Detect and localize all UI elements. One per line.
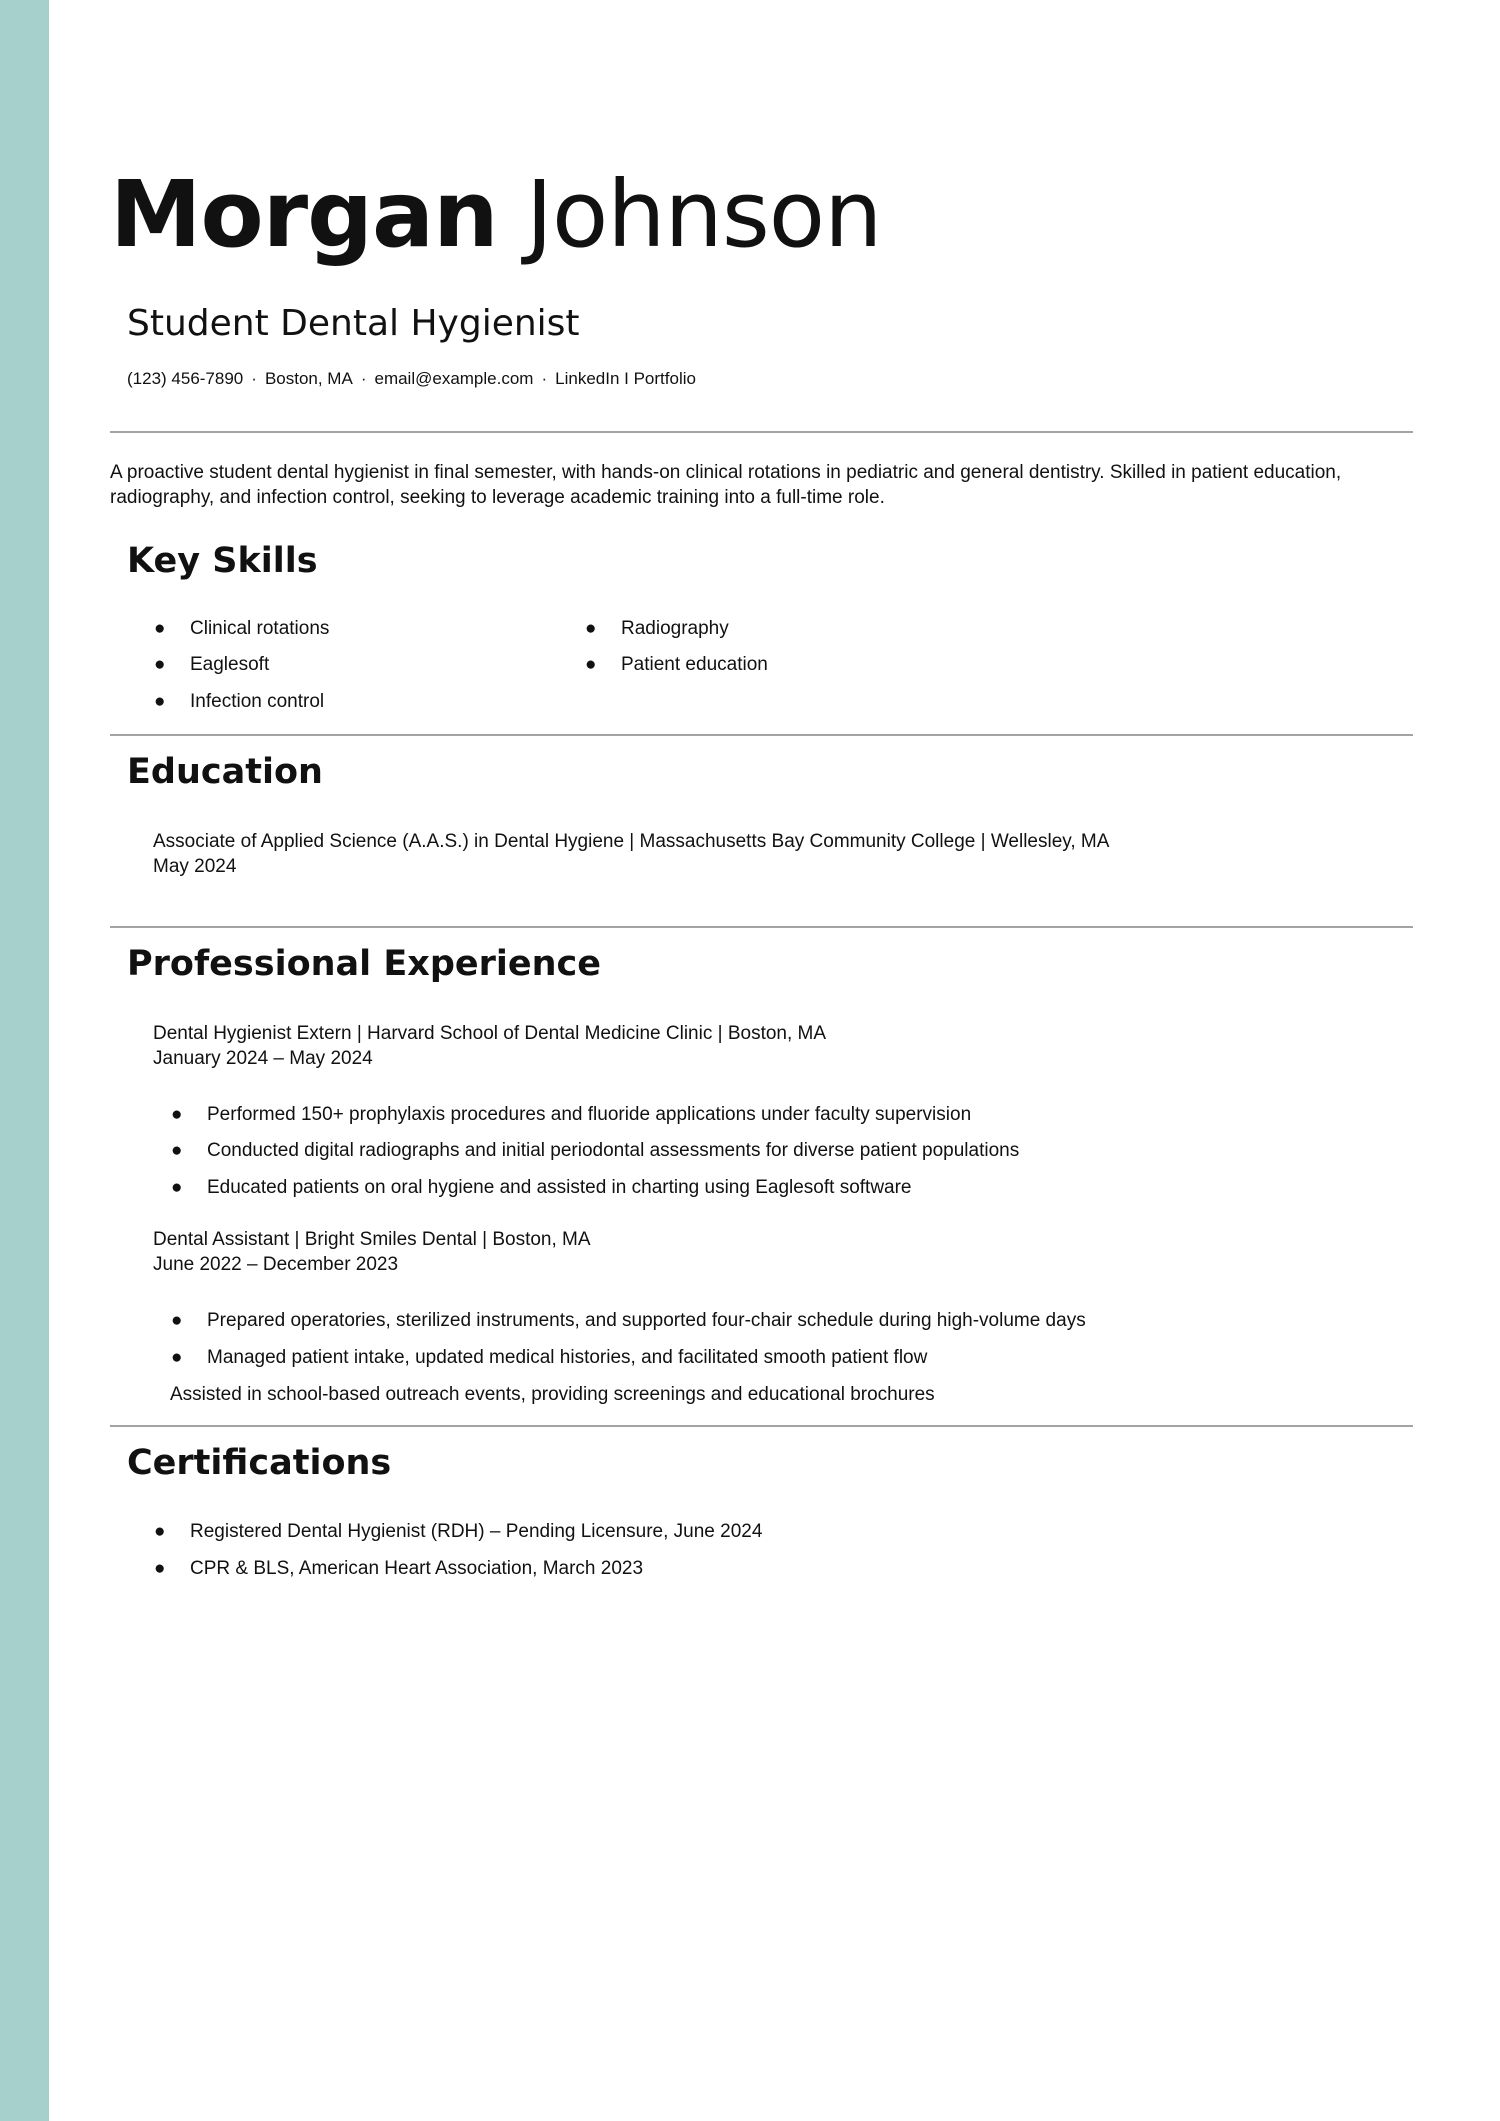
- bullet-icon: ●: [154, 1521, 166, 1542]
- bullet-icon: ●: [171, 1104, 183, 1125]
- skill-item: ● Clinical rotations: [154, 618, 330, 639]
- contact-links[interactable]: LinkedIn I Portfolio: [555, 369, 696, 388]
- job-bullet: ● Educated patients on oral hygiene and assisted in charting using Eaglesoft software: [171, 1177, 912, 1198]
- first-name: Morgan: [110, 161, 498, 268]
- summary-text: A proactive student dental hygienist in final semester, with hands-on clinical rotations in pediatric and general dentistry. Skilled in patient education, radiography, and infection control, seeking to leverage academic training into a full-time role.: [110, 462, 1342, 508]
- bullet-icon: ●: [154, 654, 166, 675]
- last-name: Johnson: [525, 161, 882, 268]
- candidate-name: [110, 160, 881, 270]
- job-title: Student Dental Hygienist: [127, 303, 580, 344]
- bullet-icon: ●: [171, 1310, 183, 1331]
- job-dates: January 2024 – May 2024: [153, 1048, 373, 1069]
- separator-dot: ·: [360, 369, 367, 388]
- divider: [110, 431, 1413, 433]
- bullet-icon: ●: [154, 1558, 166, 1579]
- bullet-icon: ●: [171, 1140, 183, 1161]
- bullet-icon: ●: [154, 618, 166, 639]
- job-dates: June 2022 – December 2023: [153, 1254, 399, 1275]
- job-bullet: ● Managed patient intake, updated medical histories, and facilitated smooth patient flow: [171, 1347, 928, 1368]
- contact-email[interactable]: email@example.com: [374, 369, 534, 388]
- certification-item: ● CPR & BLS, American Heart Association, March 2023: [154, 1558, 644, 1579]
- skill-item: ● Infection control: [154, 691, 325, 712]
- contact-phone: (123) 456-7890: [127, 369, 244, 388]
- decorative-sidebar: [0, 0, 49, 2121]
- bullet-icon: ●: [154, 691, 166, 712]
- skill-item: ● Patient education: [585, 654, 768, 675]
- skill-item: ● Radiography: [585, 618, 729, 639]
- section-title-skills: Key Skills: [127, 541, 318, 581]
- education-degree-line: Associate of Applied Science (A.A.S.) in Dental Hygiene | Massachusetts Bay Community College | Wellesley, MA: [153, 831, 1110, 852]
- bullet-icon: ●: [585, 618, 597, 639]
- bullet-icon: ●: [585, 654, 597, 675]
- contact-line: [127, 368, 696, 390]
- skill-item: ● Eaglesoft: [154, 654, 270, 675]
- bullet-icon: ●: [171, 1347, 183, 1368]
- divider: [110, 734, 1413, 736]
- education-date: May 2024: [153, 856, 237, 877]
- job-bullet: ● Conducted digital radiographs and initial periodontal assessments for diverse patient populations: [171, 1140, 1020, 1161]
- separator-dot: ·: [251, 369, 257, 388]
- job-bullet: ● Prepared operatories, sterilized instruments, and supported four-chair schedule during high-volume days: [171, 1310, 1086, 1331]
- job-extra-line: Assisted in school-based outreach events, providing screenings and educational brochures: [170, 1384, 935, 1405]
- divider: [110, 926, 1413, 928]
- separator-dot: ·: [541, 369, 548, 388]
- contact-location: Boston, MA: [264, 369, 353, 388]
- certification-item: ● Registered Dental Hygienist (RDH) – Pending Licensure, June 2024: [154, 1521, 763, 1542]
- section-title-experience: Professional Experience: [127, 944, 602, 984]
- job-heading: Dental Assistant | Bright Smiles Dental | Boston, MA: [153, 1229, 591, 1250]
- divider: [110, 1425, 1413, 1427]
- section-title-certifications: Certifications: [127, 1443, 392, 1483]
- job-heading: Dental Hygienist Extern | Harvard School of Dental Medicine Clinic | Boston, MA: [153, 1023, 827, 1044]
- bullet-icon: ●: [171, 1177, 183, 1198]
- section-title-education: Education: [127, 752, 323, 792]
- job-bullet: ● Performed 150+ prophylaxis procedures and fluoride applications under faculty supervision: [171, 1104, 972, 1125]
